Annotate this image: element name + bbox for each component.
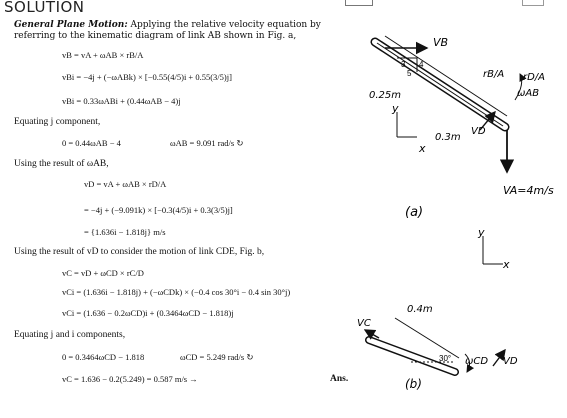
omega-ab-label: ωAB [517, 88, 540, 99]
vd-label-b: VD [503, 356, 518, 367]
equation-8: vC = vD + ωCD × rC/D [62, 268, 144, 278]
equation-2: vBi = −4j + (−ωABk) × [−0.55(4/5)i + 0.55(3/5)j] [62, 72, 232, 82]
text-equating-ji: Equating j and i components, [14, 330, 126, 340]
triangle-5: 5 [407, 69, 412, 78]
page-tab-mark [345, 0, 373, 6]
omega-cd-label: ωCD [465, 356, 489, 367]
equation-10: vCi = (1.636 − 0.2ωCD)i + (0.3464ωCD − 1.818)j [62, 308, 234, 318]
vb-label: VB [433, 36, 449, 49]
intro-text: Applying the relative velocity equation by referring to the kinematic diagram of link AB shown in Fig. a, [14, 20, 321, 41]
equation-6: = −4j + (−9.091k) × [−0.3(4/5)i + 0.3(3/5)j] [84, 205, 233, 215]
rda-label: rD/A [523, 72, 546, 83]
omega-ab-result: ωAB = 9.091 rad/s ↻ [170, 138, 244, 148]
length-04: 0.4m [407, 304, 433, 315]
figure-a-caption: (a) [405, 205, 424, 220]
text-link-cde: Using the result of vD to consider the motion of link CDE, Fig. b, [14, 247, 265, 257]
axis-y-a: y [392, 102, 399, 115]
intro-paragraph [14, 20, 359, 42]
figure-a-kinematic-diagram [355, 12, 565, 222]
solution-heading: SOLUTION [4, 0, 85, 16]
coord-axes-a [397, 112, 417, 137]
length-03: 0.3m [435, 132, 461, 143]
answer-label: Ans. [330, 374, 349, 384]
va-label: VA=4m/s [503, 184, 554, 197]
intro-lead: General Plane Motion: [14, 20, 128, 30]
page-tab-mark [522, 0, 544, 6]
vd-label: VD [471, 126, 486, 137]
vc-label: VC [357, 318, 371, 329]
coord-axes-b [483, 236, 503, 264]
triangle-3: 3 [401, 60, 406, 69]
omega-cd-result: ωCD = 5.249 rad/s ↻ [180, 352, 254, 362]
equation-5: vD = vA + ωAB × rD/A [84, 179, 167, 189]
equation-12: vC = 1.636 − 0.2(5.249) = 0.587 m/s → [62, 374, 198, 384]
equation-3: vBi = 0.33ωABi + (0.44ωAB − 4)j [62, 96, 181, 106]
text-equating-j: Equating j component, [14, 117, 101, 127]
equation-7: = {1.636i − 1.818j} m/s [84, 227, 166, 237]
equation-4: 0 = 0.44ωAB − 4 [62, 138, 121, 148]
text-using-omega-ab: Using the result of ωAB, [14, 159, 109, 169]
equation-9: vCi = (1.636i − 1.818j) + (−ωCDk) × (−0.4 cos 30°i − 0.4 sin 30°j) [62, 287, 291, 297]
axis-x-b: x [503, 258, 510, 271]
axis-y-b: y [478, 226, 485, 239]
figure-b-kinematic-diagram [355, 222, 565, 412]
equation-1: vB = vA + ωAB × rB/A [62, 50, 144, 60]
axis-x-a: x [419, 142, 426, 155]
equation-11: 0 = 0.3464ωCD − 1.818 [62, 352, 145, 362]
angle-30: 30° [439, 354, 452, 363]
triangle-4: 4 [419, 60, 424, 69]
figure-b-caption: (b) [405, 377, 422, 391]
length-025: 0.25m [369, 90, 402, 101]
rba-label: rB/A [483, 69, 505, 80]
